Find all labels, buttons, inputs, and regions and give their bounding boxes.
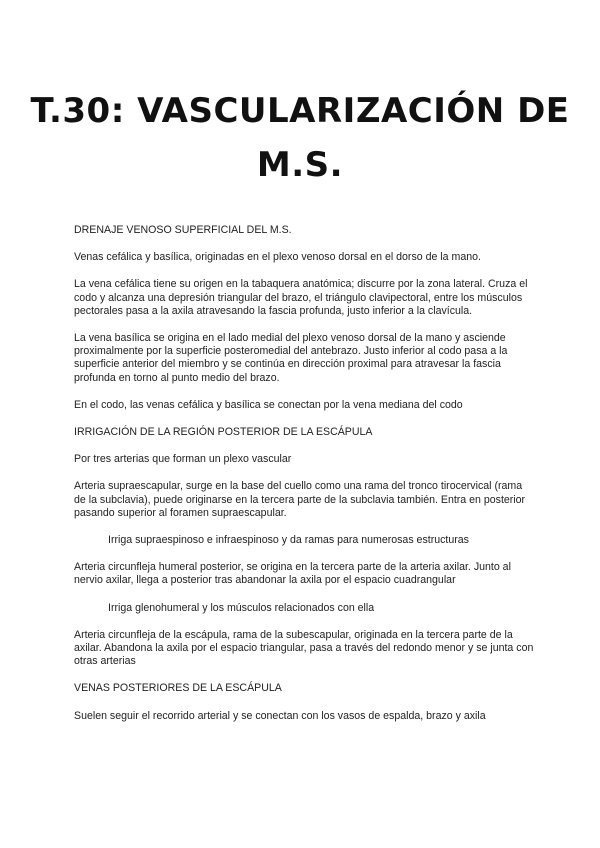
paragraph: Arteria circunfleja humeral posterior, se origina en la tercera parte de la arteria axilar. Junto al nervio axilar, llega a posterior tras abandonar la axila por el espacio cuadrangular [74, 561, 511, 587]
paragraph: Arteria supraescapular, surge en la base del cuello como una rama del tronco tirocervical (rama de la subclavia), puede originarse en la tercera parte de la subclavia también. Entra en posterior pasando superior al foramen supraescapular. [74, 480, 526, 519]
paragraph: La vena basílica se origina en el lado medial del plexo venoso dorsal de la mano y asciende proximalmente por la superficie posteromedial del antebrazo. Justo inferior al codo pasa a la superficie anterior del miembro y se continúa en dirección proximal para atravesar la fascia profunda en torno al punto medio del brazo. [74, 332, 508, 384]
section-heading-posterior-scapula-irrigation: IRRIGACIÓN DE LA REGIÓN POSTERIOR DE LA ESCÁPULA [74, 426, 373, 439]
title-line-1: T.30: VASCULARIZACIÓN DE [30, 91, 570, 131]
indented-paragraph: Irriga glenohumeral y los músculos relacionados con ella [108, 601, 375, 614]
indented-paragraph: Irriga supraespinoso e infraespinoso y da ramas para numerosas estructuras [108, 534, 469, 547]
page-title [0, 84, 600, 192]
paragraph: En el codo, las venas cefálica y basílica se conectan por la vena mediana del codo [74, 398, 463, 411]
paragraph: Venas cefálica y basílica, originadas en el plexo venoso dorsal en el dorso de la mano. [74, 251, 481, 264]
paragraph: Por tres arterias que forman un plexo vascular [74, 453, 292, 466]
paragraph: La vena cefálica tiene su origen en la tabaquera anatómica; discurre por la zona lateral. Cruza el codo y alcanza una depresión triangular del brazo, el triángulo clavipectoral, entre los músculos pectorales pasa a la axila atravesando la fascia profunda, justo inferior a la clavícula. [74, 278, 528, 317]
section-heading-posterior-scapula-veins: VENAS POSTERIORES DE LA ESCÁPULA [74, 682, 282, 695]
paragraph: Suelen seguir el recorrido arterial y se conectan con los vasos de espalda, brazo y axila [74, 709, 486, 722]
document-body [74, 224, 534, 723]
title-line-2: M.S. [256, 145, 344, 185]
section-heading-venous-drainage: DRENAJE VENOSO SUPERFICIAL DEL M.S. [74, 224, 292, 236]
paragraph: Arteria circunfleja de la escápula, rama de la subescapular, originada en la tercera parte de la axilar. Abandona la axila por el espacio triangular, pasa a través del redondo menor y se junta con otras arterias [74, 628, 534, 668]
